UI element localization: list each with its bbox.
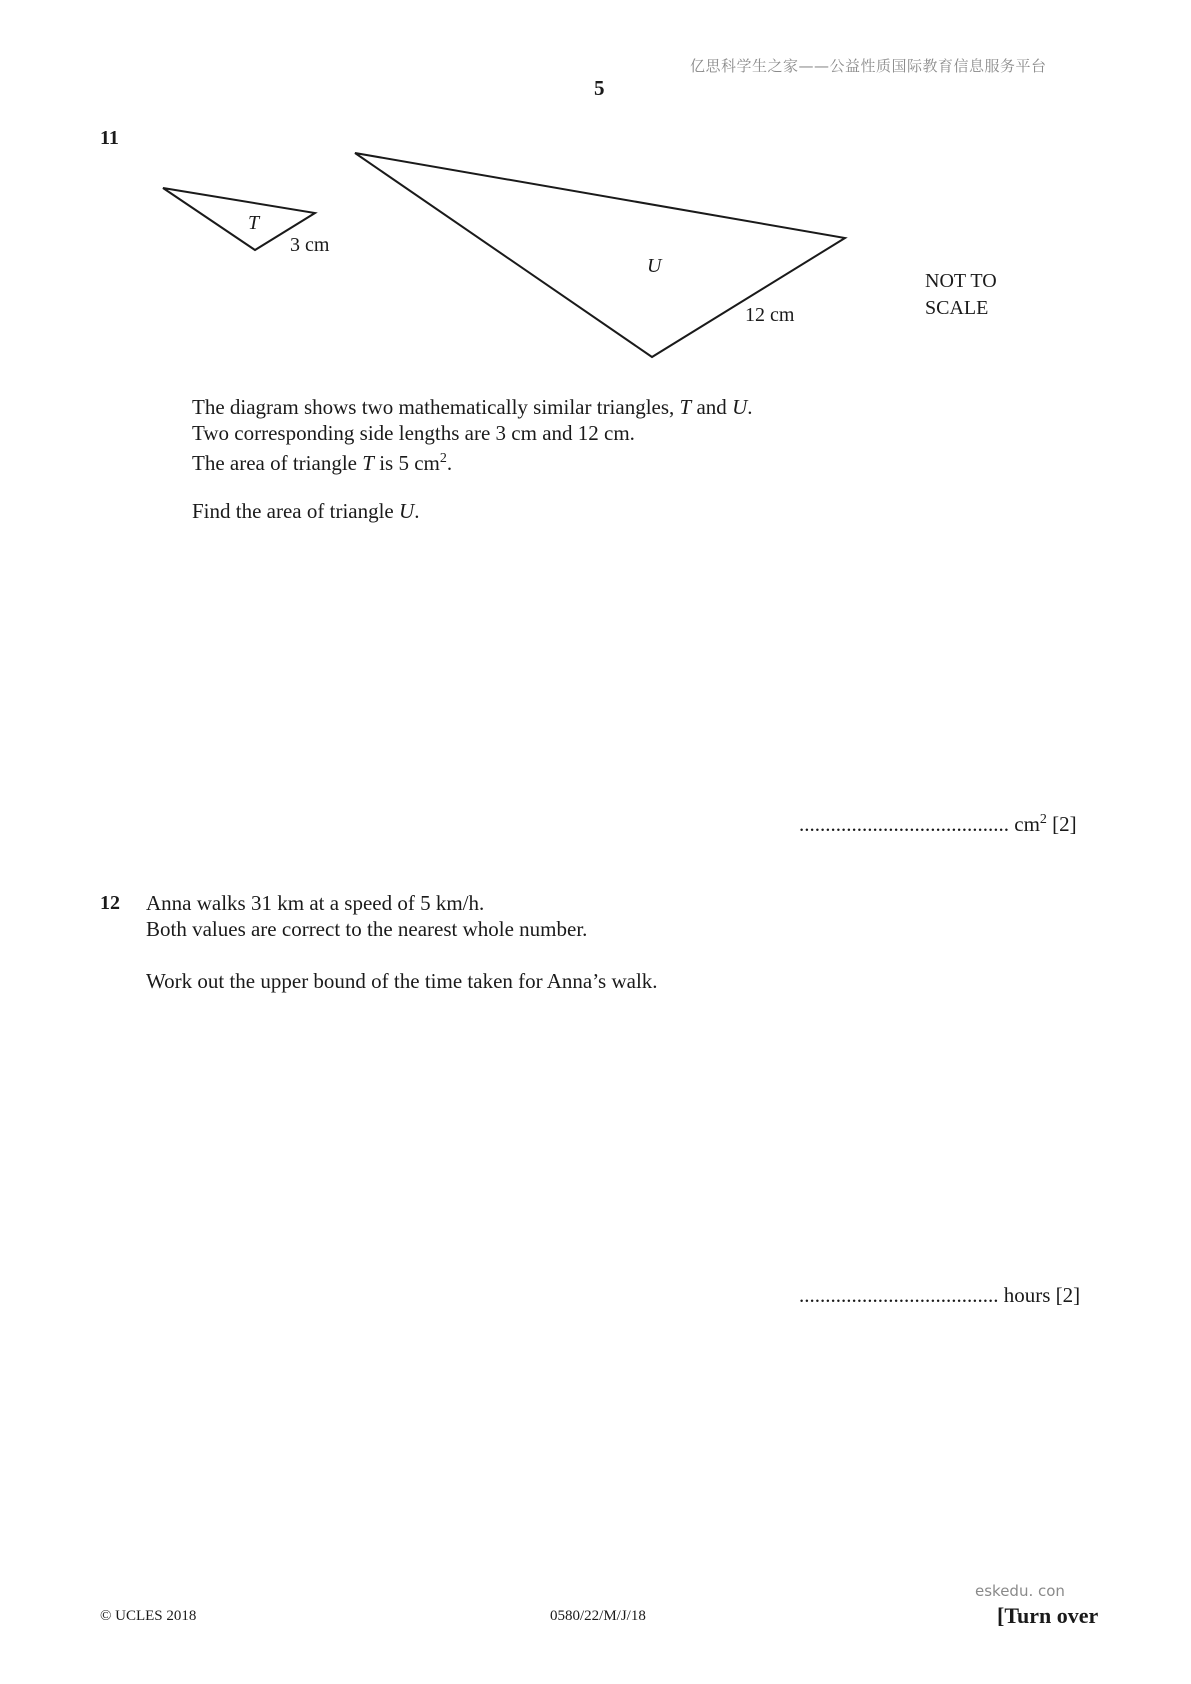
triangle-u-side-label: 12 cm [745,304,795,326]
q12-answer-line[interactable]: ...................................... hours [2] [799,1283,1081,1307]
triangle-t-side-label: 3 cm [290,234,330,256]
question-number-11: 11 [100,127,119,149]
q11-text-line-4: Find the area of triangle U. [192,499,420,523]
page-number: 5 [594,76,605,100]
turn-over-label: [Turn over [997,1603,1099,1628]
watermark-text: 亿思科学生之家——公益性质国际教育信息服务平台 [690,57,1047,75]
q12-text-line-1: Anna walks 31 km at a speed of 5 km/h. [146,891,485,915]
site-watermark: eskedu. con [975,1582,1065,1600]
not-to-scale-line-1: NOT TO [925,270,997,292]
not-to-scale-line-2: SCALE [925,297,989,319]
triangle-t-label: T [248,212,260,234]
q12-text-line-2: Both values are correct to the nearest whole number. [146,917,588,941]
paper-code: 0580/22/M/J/18 [550,1608,646,1624]
question-number-12: 12 [100,892,120,914]
q12-text-line-3: Work out the upper bound of the time taken for Anna’s walk. [146,969,658,993]
q11-text-line-3: The area of triangle T is 5 $cm^2$. [192,451,453,475]
copyright-text: © UCLES 2018 [100,1608,197,1624]
triangle-u-label: U [647,255,662,277]
q11-text-line-2: Two corresponding side lengths are 3 cm and 12 cm. [192,421,635,445]
q11-answer-line[interactable]: ........................................ $cm^2$ [2] [799,812,1077,836]
q11-text-line-1: The diagram shows two mathematically similar triangles, T and U. [192,395,753,419]
